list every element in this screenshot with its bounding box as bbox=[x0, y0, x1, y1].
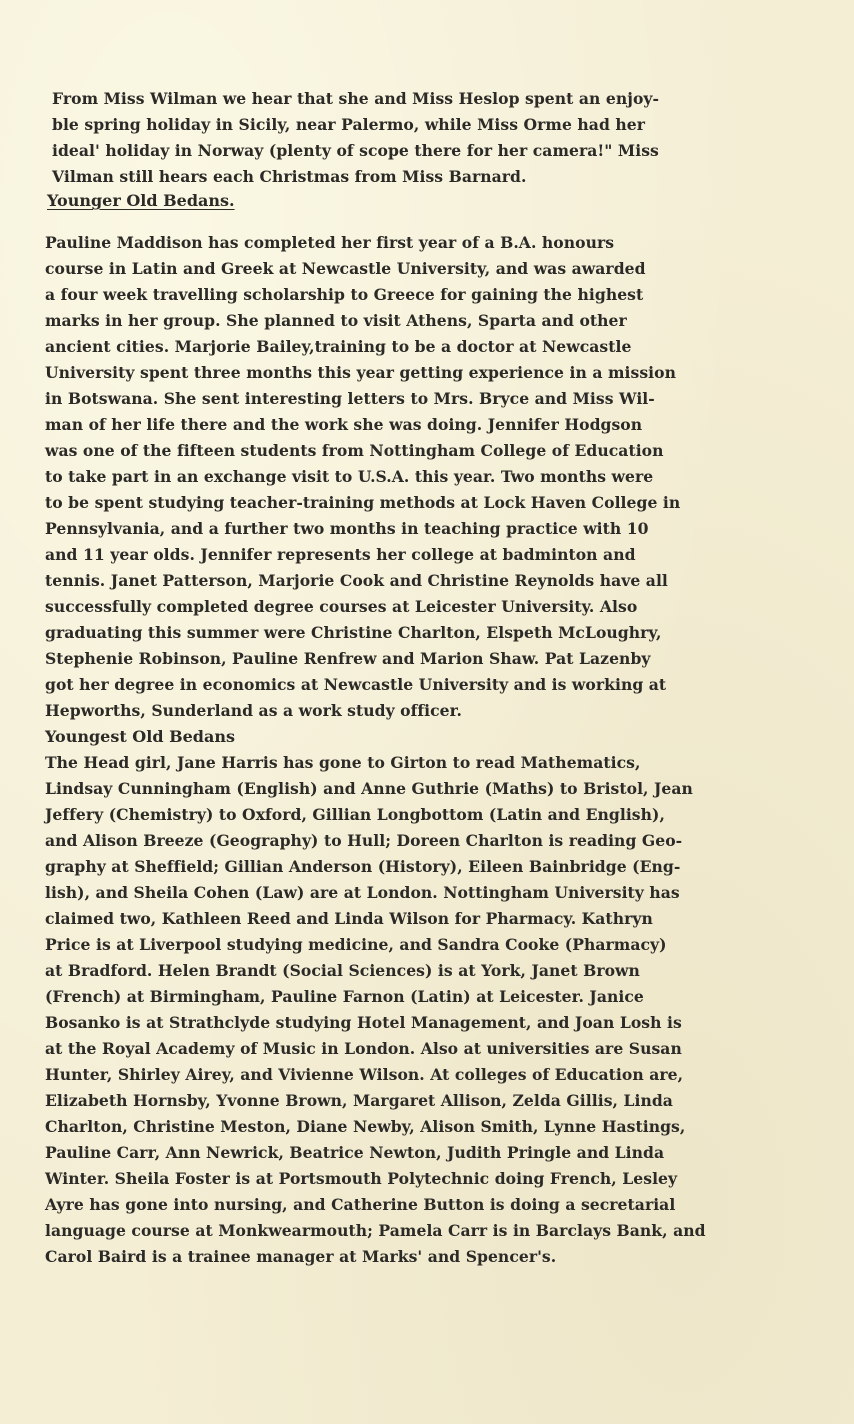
younger-line-18: got her degree in economics at Newcastle University and is working at bbox=[45, 675, 667, 694]
younger-line-4: marks in her group. She planned to visit Athens, Sparta and other bbox=[45, 311, 627, 330]
youngest-line-17: Winter. Sheila Foster is at Portsmouth Polytechnic doing French, Lesley bbox=[45, 1169, 678, 1188]
intro-paragraph bbox=[52, 86, 832, 190]
intro-line-1: From Miss Wilman we hear that she and Miss Heslop spent an enjoy- bbox=[52, 89, 660, 108]
younger-line-3: a four week travelling scholarship to Greece for gaining the highest bbox=[45, 285, 644, 304]
younger-line-13: and 11 year olds. Jennifer represents her college at badminton and bbox=[45, 545, 636, 564]
younger-line-15: successfully completed degree courses at Leicester University. Also bbox=[45, 597, 638, 616]
younger-line-19: Hepworths, Sunderland as a work study officer. bbox=[45, 701, 462, 720]
youngest-line-2: Lindsay Cunningham (English) and Anne Guthrie (Maths) to Bristol, Jean bbox=[45, 779, 693, 798]
youngest-line-1: The Head girl, Jane Harris has gone to Girton to read Mathematics, bbox=[45, 753, 641, 772]
youngest-line-6: lish), and Sheila Cohen (Law) are at London. Nottingham University has bbox=[45, 883, 680, 902]
intro-line-3: ideal' holiday in Norway (plenty of scope there for her camera!" Miss bbox=[52, 141, 659, 160]
section-heading-younger bbox=[47, 188, 827, 214]
younger-line-11: to be spent studying teacher-training methods at Lock Haven College in bbox=[45, 493, 681, 512]
intro-line-2: ble spring holiday in Sicily, near Palermo, while Miss Orme had her bbox=[52, 115, 646, 134]
younger-line-5: ancient cities. Marjorie Bailey,training to be a doctor at Newcastle bbox=[45, 337, 632, 356]
youngest-line-11: Bosanko is at Strathclyde studying Hotel Management, and Joan Losh is bbox=[45, 1013, 682, 1032]
youngest-line-12: at the Royal Academy of Music in London. Also at universities are Susan bbox=[45, 1039, 682, 1058]
younger-line-7: in Botswana. She sent interesting letters to Mrs. Bryce and Miss Wil- bbox=[45, 389, 655, 408]
younger-line-1: Pauline Maddison has completed her first year of a B.A. honours bbox=[45, 233, 615, 252]
youngest-line-9: at Bradford. Helen Brandt (Social Sciences) is at York, Janet Brown bbox=[45, 961, 640, 980]
youngest-line-4: and Alison Breeze (Geography) to Hull; Doreen Charlton is reading Geo- bbox=[45, 831, 683, 850]
section-heading-youngest-text: Youngest Old Bedans bbox=[45, 727, 235, 746]
younger-line-10: to take part in an exchange visit to U.S.A. this year. Two months were bbox=[45, 467, 654, 486]
youngest-line-8: Price is at Liverpool studying medicine, and Sandra Cooke (Pharmacy) bbox=[45, 935, 667, 954]
youngest-line-14: Elizabeth Hornsby, Yvonne Brown, Margaret Allison, Zelda Gillis, Linda bbox=[45, 1091, 673, 1110]
younger-line-8: man of her life there and the work she was doing. Jennifer Hodgson bbox=[45, 415, 643, 434]
youngest-line-7: claimed two, Kathleen Reed and Linda Wilson for Pharmacy. Kathryn bbox=[45, 909, 653, 928]
younger-line-16: graduating this summer were Christine Charlton, Elspeth McLoughry, bbox=[45, 623, 662, 642]
younger-line-17: Stephenie Robinson, Pauline Renfrew and Marion Shaw. Pat Lazenby bbox=[45, 649, 651, 668]
younger-line-9: was one of the fifteen students from Nottingham College of Education bbox=[45, 441, 664, 460]
section-heading-youngest bbox=[45, 724, 825, 750]
youngest-line-10: (French) at Birmingham, Pauline Farnon (Latin) at Leicester. Janice bbox=[45, 987, 644, 1006]
younger-line-6: University spent three months this year getting experience in a mission bbox=[45, 363, 676, 382]
section-heading-younger-text: Younger Old Bedans. bbox=[47, 191, 235, 210]
younger-line-12: Pennsylvania, and a further two months in teaching practice with 10 bbox=[45, 519, 649, 538]
youngest-line-3: Jeffery (Chemistry) to Oxford, Gillian Longbottom (Latin and English), bbox=[45, 805, 665, 824]
youngest-line-5: graphy at Sheffield; Gillian Anderson (History), Eileen Bainbridge (Eng- bbox=[45, 857, 681, 876]
youngest-line-13: Hunter, Shirley Airey, and Vivienne Wilson. At colleges of Education are, bbox=[45, 1065, 684, 1084]
youngest-line-18: Ayre has gone into nursing, and Catherine Button is doing a secretarial bbox=[45, 1195, 676, 1214]
youngest-paragraph bbox=[45, 750, 825, 1270]
youngest-line-20: Carol Baird is a trainee manager at Marks' and Spencer's. bbox=[45, 1247, 557, 1266]
youngest-line-16: Pauline Carr, Ann Newrick, Beatrice Newton, Judith Pringle and Linda bbox=[45, 1143, 665, 1162]
intro-line-4: Vilman still hears each Christmas from Miss Barnard. bbox=[52, 167, 527, 186]
youngest-line-19: language course at Monkwearmouth; Pamela Carr is in Barclays Bank, and bbox=[45, 1221, 706, 1240]
younger-paragraph bbox=[45, 230, 825, 724]
younger-line-14: tennis. Janet Patterson, Marjorie Cook and Christine Reynolds have all bbox=[45, 571, 668, 590]
younger-line-2: course in Latin and Greek at Newcastle University, and was awarded bbox=[45, 259, 646, 278]
youngest-line-15: Charlton, Christine Meston, Diane Newby, Alison Smith, Lynne Hastings, bbox=[45, 1117, 686, 1136]
